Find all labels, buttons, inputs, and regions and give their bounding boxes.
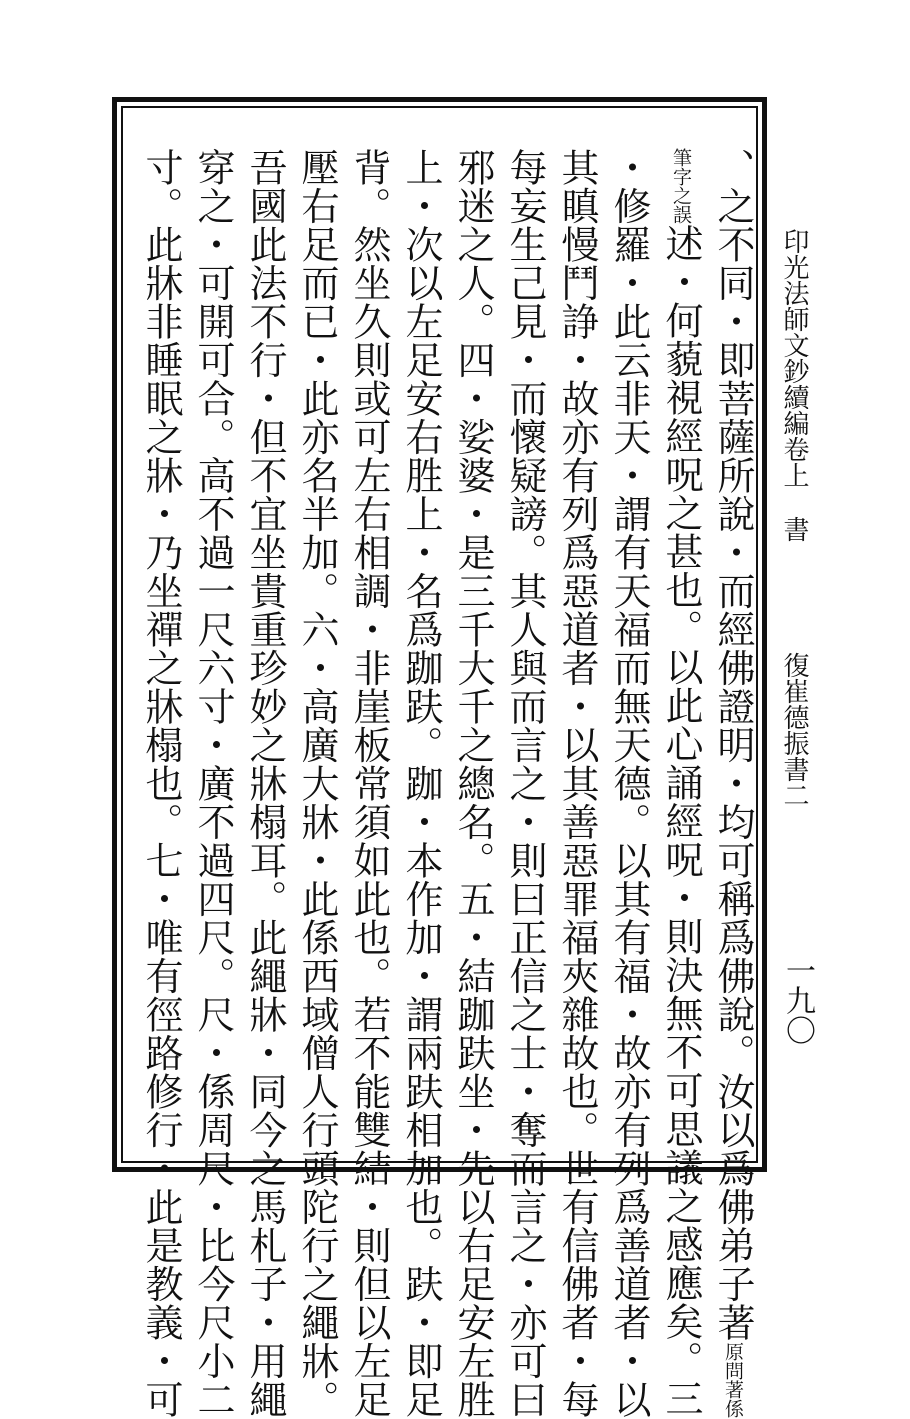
text-column-12: 寸。此牀非睡眠之牀・乃坐禪之牀榻也。七・唯有徑路修行・此是教義・可 <box>139 148 183 1419</box>
text-column-2: 筆字之誤述・何藐視經呪之甚也。以此心誦經呪・則決無不可思議之感應矣。三 <box>659 148 703 1418</box>
text-column-10: 吾國此法不行・但不宜坐貴重珍妙之牀榻耳。此繩牀・同今之馬札子・用繩 <box>243 148 287 1419</box>
text-column-9: 壓右足而已・此亦名半加。六・高廣大牀・此係西域僧人行頭陀行之繩牀。 <box>295 148 339 1419</box>
text-column-1: 、之不同・即菩薩所說・而經佛證明・均可稱爲佛說。汝以爲佛弟子著原問著係 <box>711 148 755 1418</box>
annotation-note: 筆字之誤 <box>670 148 692 224</box>
annotation-note: 原問著係 <box>722 1341 744 1418</box>
book-title: 印光法師文鈔續編卷上 <box>779 228 809 488</box>
text-column-8: 背。然坐久則或可左右相調・非崖板常須如此也。若不能雙結・則但以左足 <box>347 148 391 1419</box>
running-header <box>775 228 813 628</box>
text-column-6: 邪迷之人。四・娑婆・是三千大千之總名。五・結跏趺坐・先以右足安左胜 <box>451 148 495 1419</box>
text-column-4: 其瞋慢鬥諍・故亦有列爲惡道者・以其善惡罪福夾雜故也。世有信佛者・每 <box>555 148 599 1419</box>
text-column-5: 每妄生己見・而懷疑謗。其人與而言之・則曰正信之士・奪而言之・亦可曰 <box>503 148 547 1419</box>
section-label: 書 <box>779 516 809 542</box>
text-column-3: ・修羅・此云非天・謂有天福而無天德。以其有福・故亦有列爲善道者・以 <box>607 148 651 1419</box>
page-number: 一九〇 <box>780 955 815 1045</box>
text-column-7: 上・次以左足安右胜上・名爲跏趺。跏・本作加・謂兩趺相加也。趺・即足 <box>399 148 443 1419</box>
text-column-11: 穿之・可開可合。高不過一尺六寸・廣不過四尺。尺・係周尺・比今尺小二 <box>191 148 235 1419</box>
letter-title: 復崔德振書二 <box>779 652 809 808</box>
